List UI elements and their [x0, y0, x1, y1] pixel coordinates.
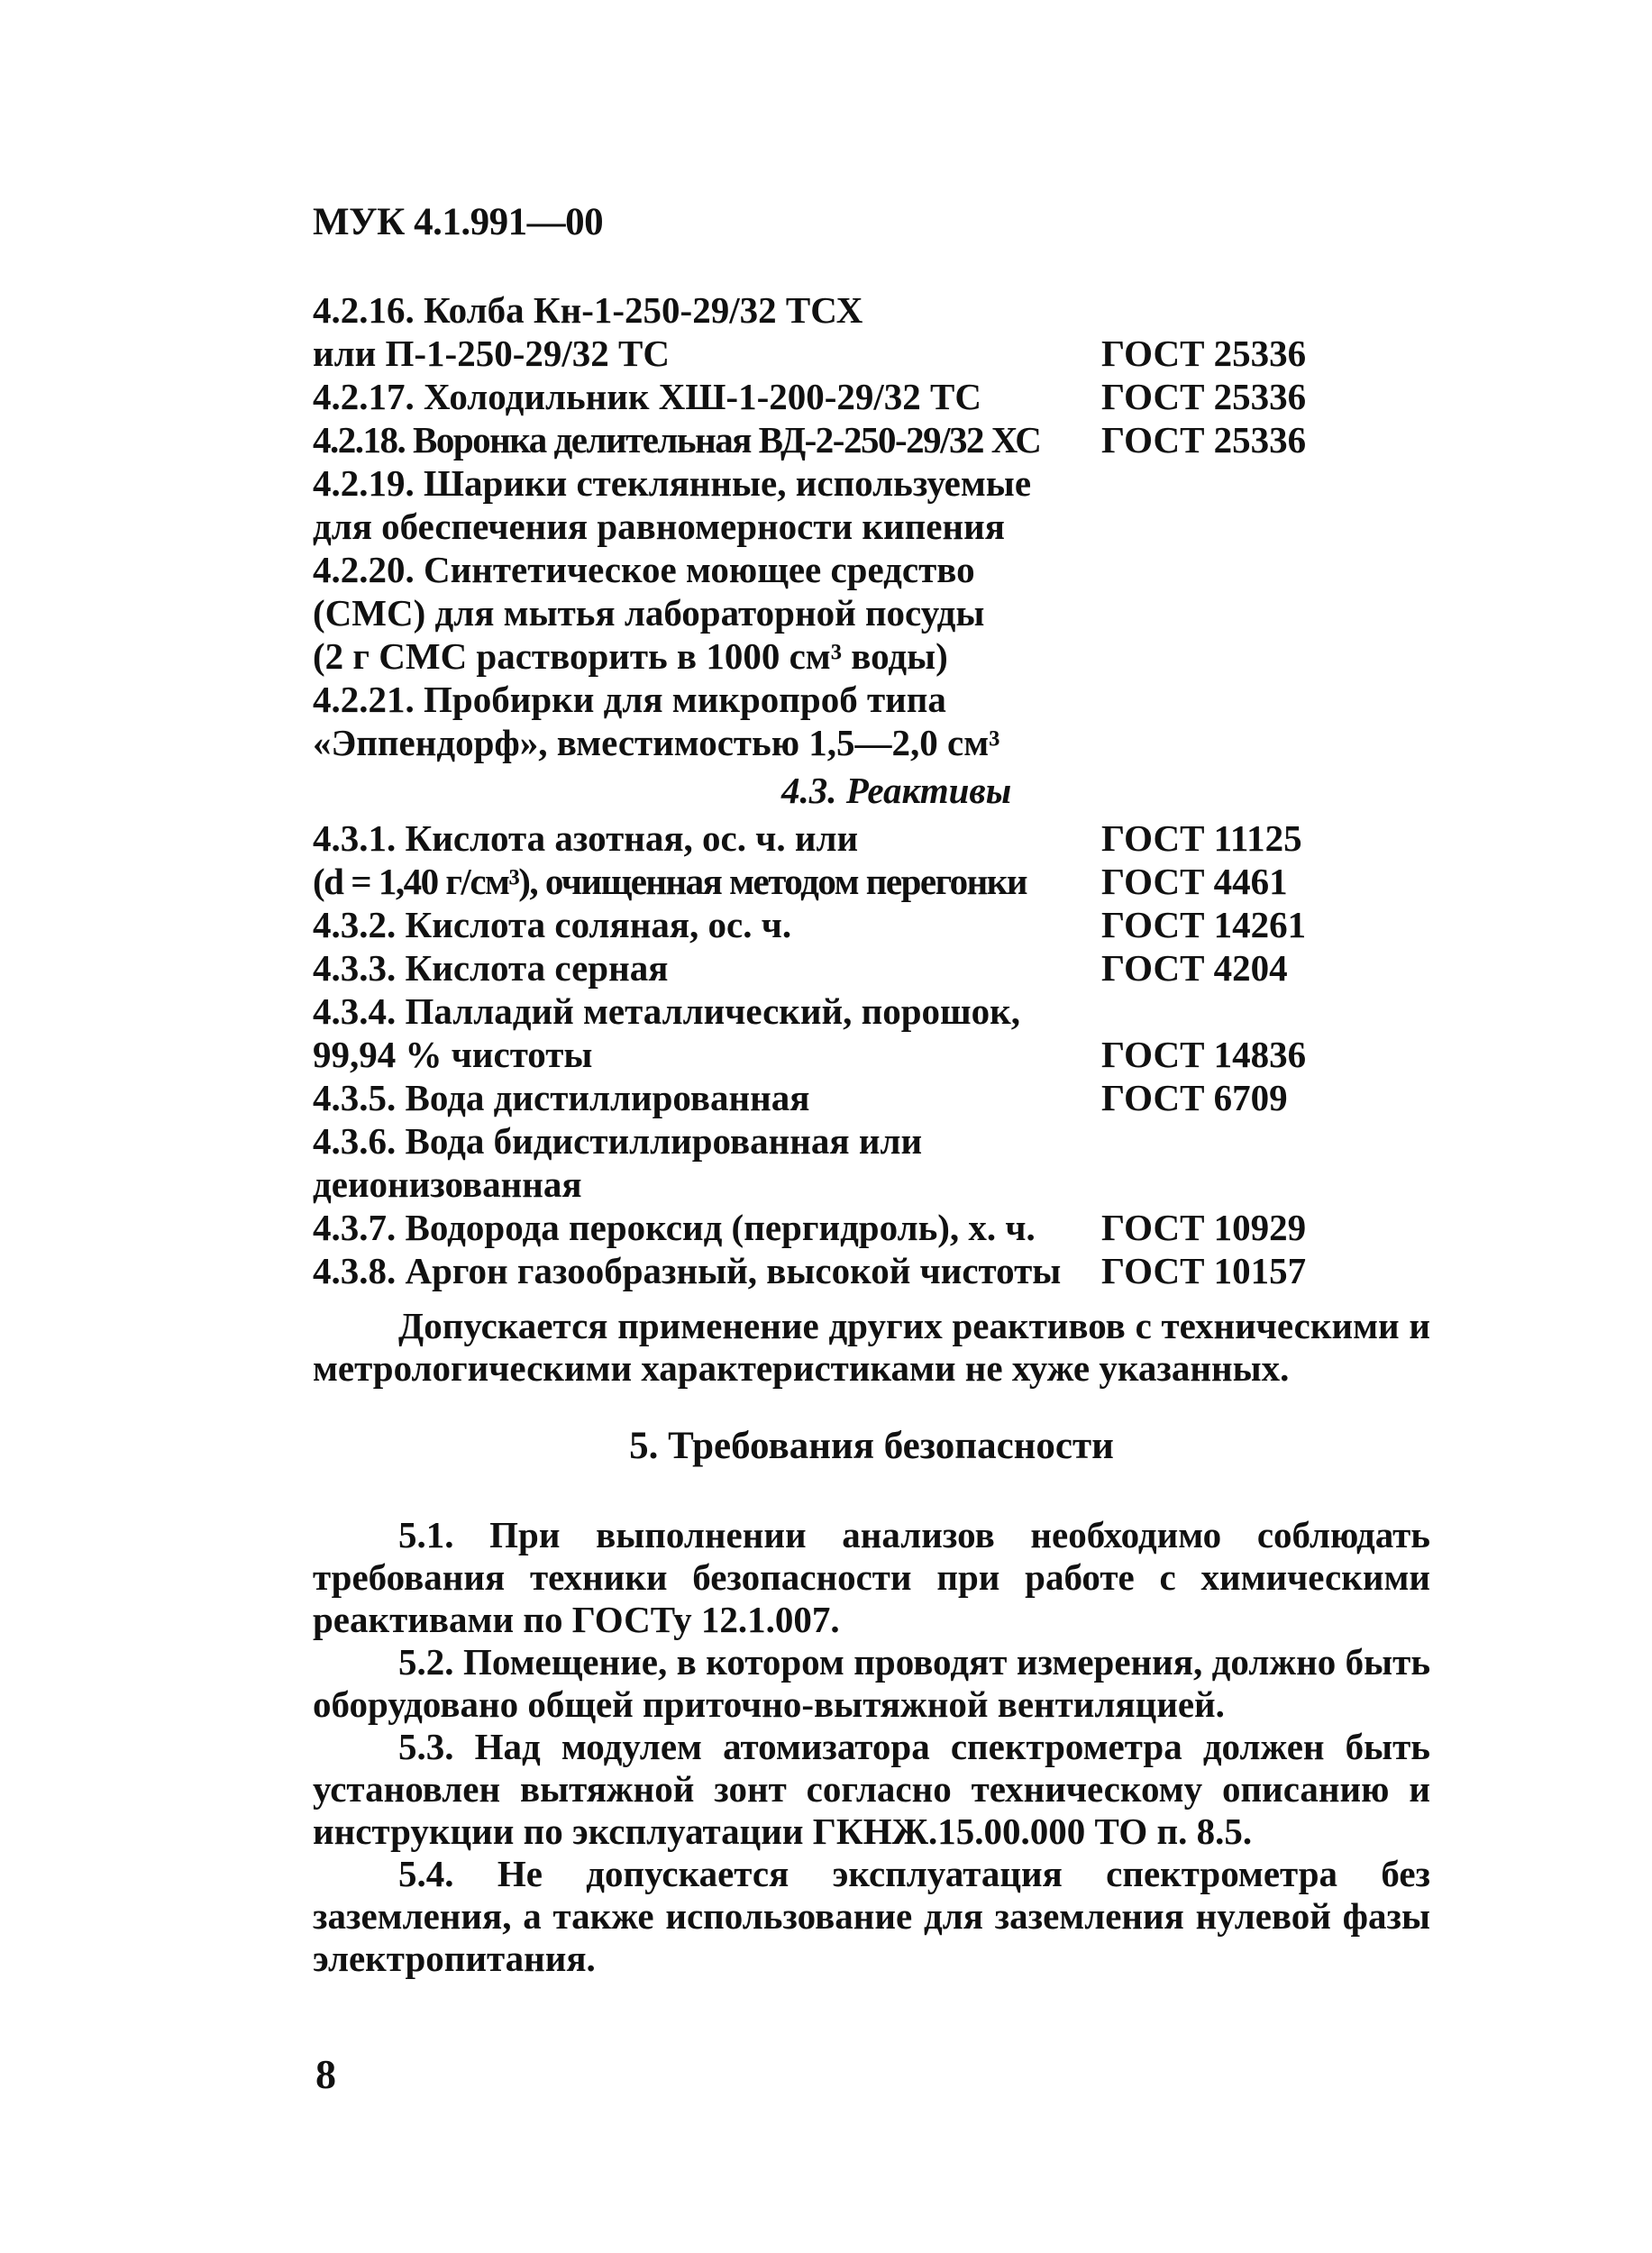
list-item	[313, 1249, 1358, 1292]
item-text: 4.2.20. Синтетическое моющее средство	[313, 549, 975, 590]
item-standard: ГОСТ 11125	[1101, 817, 1302, 859]
list-item	[313, 860, 1358, 903]
item-standard: ГОСТ 25336	[1101, 419, 1307, 461]
safety-paragraph: 5.4. Не допускается эксплуатация спектрометра без заземления, а также использование для заземления нулевой фазы электропитания.	[313, 1853, 1430, 1979]
safety-paragraph: 5.1. При выполнении анализов необходимо соблюдать требования техники безопасности при работе с химическими реактивами по ГОСТу 12.1.007.	[313, 1514, 1430, 1640]
equipment-list	[313, 288, 1358, 1292]
item-text: 4.3.5. Вода дистиллированная	[313, 1077, 810, 1118]
list-item	[313, 505, 1358, 548]
page-number: 8	[315, 2051, 336, 2097]
item-standard: ГОСТ 14261	[1101, 904, 1307, 945]
item-text: 4.2.17. Холодильник ХШ-1-200-29/32 ТС	[313, 376, 981, 417]
list-item	[313, 1206, 1358, 1249]
list-item	[313, 548, 1358, 591]
safety-section-body	[313, 1514, 1430, 1980]
item-text: «Эппендорф», вместимостью 1,5—2,0 см³	[313, 722, 1000, 763]
list-item	[313, 332, 1358, 375]
list-item	[313, 721, 1358, 764]
item-text: или П-1-250-29/32 ТС	[313, 333, 670, 374]
item-text: для обеспечения равномерности кипения	[313, 506, 1005, 547]
reagents-heading: 4.3. Реактивы	[781, 770, 1012, 811]
safety-paragraph: 5.3. Над модулем атомизатора спектрометра должен быть установлен вытяжной зонт согласно техническому описанию и инструкции по эксплуатации ГКНЖ.15.00.000 ТО п. 8.5.	[313, 1726, 1430, 1852]
item-standard: ГОСТ 6709	[1101, 1077, 1288, 1118]
list-item	[313, 418, 1358, 461]
item-text: деионизованная	[313, 1163, 582, 1205]
note-paragraph: Допускается применение других реактивов с техническими и метрологическими характеристиками не хуже указанных.	[313, 1305, 1430, 1389]
list-item	[313, 288, 1358, 332]
item-text: 4.2.16. Колба Кн-1-250-29/32 ТСХ	[313, 289, 863, 331]
list-item	[313, 1163, 1358, 1206]
item-standard: ГОСТ 25336	[1101, 376, 1307, 417]
item-standard: ГОСТ 4461	[1101, 861, 1288, 902]
item-text: 4.3.8. Аргон газообразный, высокой чистоты	[313, 1250, 1062, 1291]
list-item	[313, 1076, 1358, 1119]
item-standard: ГОСТ 10157	[1101, 1250, 1307, 1291]
list-item	[313, 375, 1358, 418]
item-text: 4.3.6. Вода бидистиллированная или	[313, 1120, 923, 1162]
list-item	[313, 634, 1358, 678]
item-text: 4.3.1. Кислота азотная, ос. ч. или	[313, 817, 859, 859]
item-text: 4.2.21. Пробирки для микропроб типа	[313, 679, 946, 720]
list-item	[313, 990, 1358, 1033]
item-text: 4.2.18. Воронка делительная ВД-2-250-29/32 ХС	[313, 419, 1041, 461]
item-standard: ГОСТ 4204	[1101, 947, 1288, 989]
list-item	[313, 816, 1358, 860]
safety-paragraph: 5.2. Помещение, в котором проводят измерения, должно быть оборудовано общей приточно-вытяжной вентиляцией.	[313, 1641, 1430, 1725]
item-text: 99,94 % чистоты	[313, 1034, 593, 1075]
list-item	[313, 591, 1358, 634]
section-title: 5. Требования безопасности	[629, 1425, 1114, 1467]
list-item	[313, 1033, 1358, 1076]
item-standard: ГОСТ 25336	[1101, 333, 1307, 374]
item-text: (2 г СМС растворить в 1000 см³ воды)	[313, 635, 948, 677]
item-text: 4.3.3. Кислота серная	[313, 947, 669, 989]
item-standard: ГОСТ 14836	[1101, 1034, 1307, 1075]
item-text: 4.2.19. Шарики стеклянные, используемые	[313, 462, 1032, 504]
item-standard: ГОСТ 10929	[1101, 1207, 1307, 1248]
item-text: (СМС) для мытья лабораторной посуды	[313, 592, 985, 634]
list-item	[313, 946, 1358, 990]
item-text: 4.3.4. Палладий металлический, порошок,	[313, 990, 1021, 1032]
list-item	[313, 461, 1358, 505]
item-text: 4.3.2. Кислота соляная, ос. ч.	[313, 904, 792, 945]
list-item	[313, 1119, 1358, 1163]
list-item	[313, 678, 1358, 721]
reagents-note	[313, 1305, 1430, 1390]
item-text: 4.3.7. Водорода пероксид (пергидроль), х. ч.	[313, 1207, 1036, 1248]
list-item	[313, 903, 1358, 946]
item-text: (d = 1,40 г/см³), очищенная методом перегонки	[313, 861, 1027, 902]
running-title: МУК 4.1.991—00	[313, 201, 604, 243]
